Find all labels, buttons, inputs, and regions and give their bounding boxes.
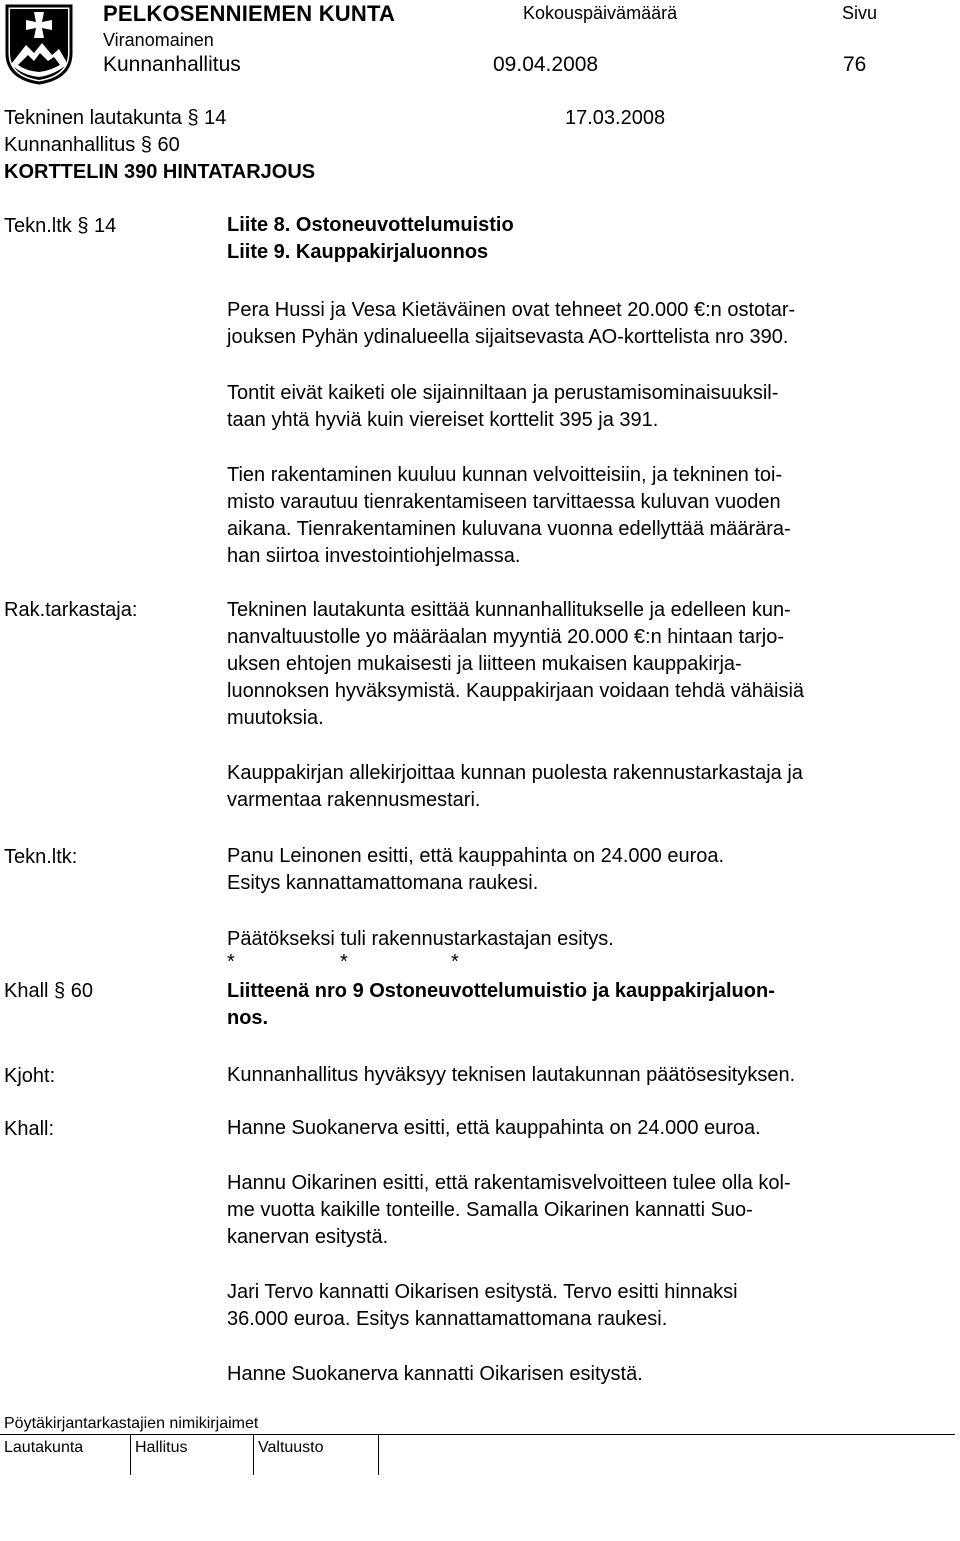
paragraph-proposal: Tekninen lautakunta esittää kunnanhallitukselle ja edelleen kun- nanvaltuustolle yo määräalan myyntiä 20.000 €:n hintaan tarjo- uksen ehtojen mukaisesti ja liitteen mukaisen kauppakirja- luonnoksen hyväksymistä. Kauppakirjaan voidaan tehdä vähäisiä muutoksia. [227, 599, 805, 729]
separator-star: * [227, 951, 235, 973]
topic-line-2: Kunnanhallitus § 60 [4, 134, 180, 156]
paragraph-leinonen: Panu Leinonen esitti, että kauppahinta on 24.000 euroa. Esitys kannattamattomana raukesi. [227, 845, 725, 894]
footer-column-divider [378, 1435, 379, 1475]
separator-star: * [451, 951, 459, 973]
paragraph-oikarinen: Hannu Oikarinen esitti, että rakentamisvelvoitteen tulee olla kol- me vuotta kaikille tonteille. Samalla Oikarinen kannatti Suo- kanervan esitystä. [227, 1172, 791, 1248]
meeting-date-label: Kokouspäivämäärä [523, 3, 678, 23]
tekn-ltk-label: Tekn.ltk: [4, 846, 78, 868]
paragraph-road: Tien rakentaminen kuuluu kunnan velvoitteisiin, ja tekninen toi- misto varautuu tienrakentamiseen tarvittaessa kuluvan vuoden aikana. Tienrakentaminen kuluvana vuonna edellyttää määrära- han siirtoa investointiohjelmassa. [227, 464, 791, 567]
page-label: Sivu [842, 3, 878, 23]
separator-star: * [340, 951, 348, 973]
body-name: Kunnanhallitus [103, 53, 241, 76]
footer-column-lautakunta: Lautakunta [4, 1439, 84, 1456]
footer-column-hallitus: Hallitus [135, 1439, 188, 1456]
tekn-ltk-reference: Tekn.ltk § 14 [4, 215, 117, 237]
paragraph-kjoht: Kunnanhallitus hyväksyy teknisen lautakunnan päätösesityksen. [227, 1064, 796, 1086]
paragraph-plots: Tontit eivät kaiketi ole sijainniltaan ja perustamisominaisuuksil- taan yhtä hyviä kuin viereiset korttelit 395 ja 391. [227, 382, 779, 431]
khall-60-label: Khall § 60 [4, 980, 93, 1002]
attachments-list [227, 212, 927, 266]
topic-date: 17.03.2008 [565, 107, 666, 129]
attachment-item: Liite 8. Ostoneuvottelumuistio [227, 214, 514, 236]
municipality-name: PELKOSENNIEMEN KUNTA [103, 1, 396, 26]
rak-tarkastaja-label: Rak.tarkastaja: [4, 599, 138, 621]
khall-label: Khall: [4, 1118, 55, 1140]
municipal-crest-icon [4, 3, 74, 85]
kjoht-label: Kjoht: [4, 1065, 56, 1087]
attachment-item: Liite 9. Kauppakirjaluonnos [227, 241, 489, 263]
paragraph-tervo: Jari Tervo kannatti Oikarisen esitystä. Tervo esitti hinnaksi 36.000 euroa. Esitys kannattamattomana raukesi. [227, 1281, 738, 1330]
page-number: 76 [843, 53, 867, 76]
paragraph-suokanerva-support: Hanne Suokanerva kannatti Oikarisen esitystä. [227, 1363, 643, 1385]
topic-line-1: Tekninen lautakunta § 14 [4, 107, 227, 129]
footer-title: Pöytäkirjantarkastajien nimikirjaimet [4, 1415, 259, 1432]
paragraph-decision: Päätökseksi tuli rakennustarkastajan esitys. [227, 928, 614, 950]
office-label: Viranomainen [103, 30, 214, 50]
paragraph-suokanerva: Hanne Suokanerva esitti, että kauppahinta on 24.000 euroa. [227, 1117, 761, 1139]
page-title: KORTTELIN 390 HINTATARJOUS [4, 161, 316, 183]
paragraph-attachment-note: Liitteenä nro 9 Ostoneuvottelumuistio ja kauppakirjaluon- nos. [227, 980, 775, 1029]
paragraph-offer: Pera Hussi ja Vesa Kietäväinen ovat tehneet 20.000 €:n ostotar- jouksen Pyhän ydinalueella sijaitsevasta AO-korttelista nro 390. [227, 299, 796, 348]
paragraph-signing: Kauppakirjan allekirjoittaa kunnan puolesta rakennustarkastaja ja varmentaa rakennusmestari. [227, 762, 803, 811]
meeting-date: 09.04.2008 [493, 53, 599, 76]
footer-column-valtuusto: Valtuusto [258, 1439, 324, 1456]
